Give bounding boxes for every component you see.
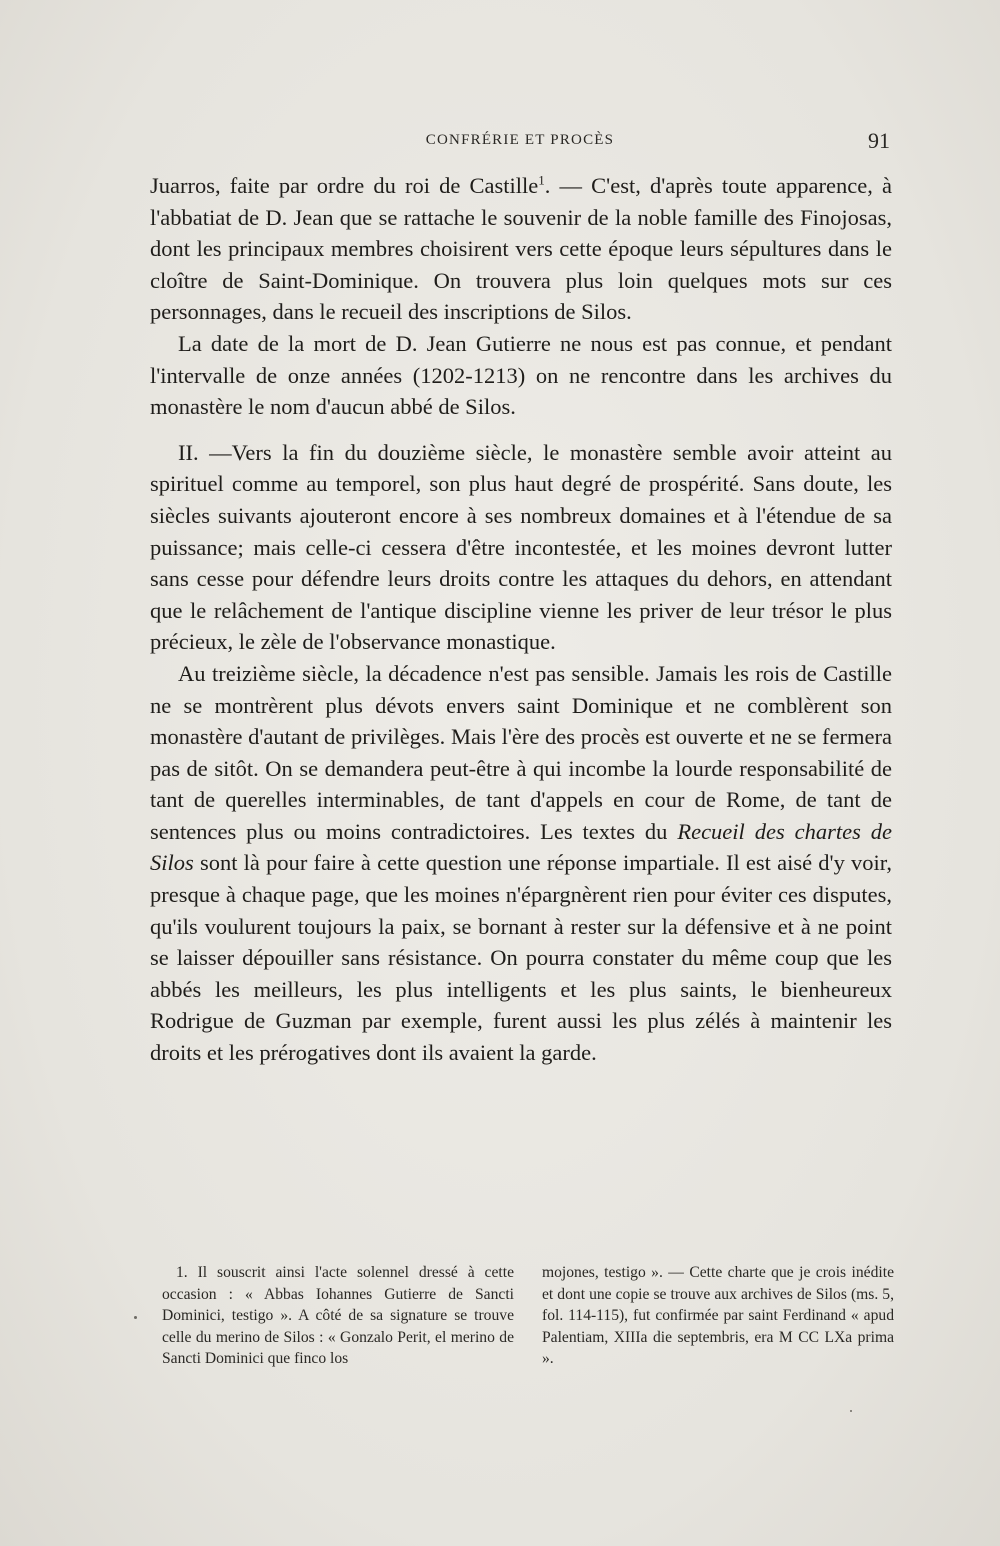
page-number: 91 — [868, 128, 890, 153]
paragraph-2: La date de la mort de D. Jean Gutierre ne nous est pas connue, et pendant l'intervalle de onze années (1202-1213) on ne rencontre dans les archives du monastère le nom d'aucun abbé de Silos. — [150, 330, 892, 420]
paragraph-4-start: Au treizième siècle, la décadence n'est pas sensible. Jamais les rois de Castille ne se montrèrent plus dévots envers saint Dominique et ne comblèrent son monastère d'autant de privilèges. Mais l'ère des procès est ouverte et ne se fermera pas de sitôt. On se demandera peut-être à qui incombe la lourde responsabilité de tant de querelles interminables, de tant d'appels en cour de Rome, de tant de sentences plus ou moins contradictoires. Les textes du — [150, 660, 892, 844]
book-title: Recueil des chartes de Silos — [150, 818, 893, 876]
body-text — [150, 170, 892, 1069]
footnote-reference: 1 — [538, 172, 545, 188]
page-header — [150, 128, 890, 158]
paragraph-1-start: Juarros, faite par ordre du roi de Castille — [150, 173, 539, 198]
scan-speck — [134, 1316, 137, 1319]
paragraph-1-rest: . — C'est, d'après toute apparence, à l'abbatiat de D. Jean que se rattache le souvenir de la noble famille des Finojosas, dont les principaux membres choisirent vers cette époque leurs sépultures dans le cloître de Saint-Dominique. On trouvera plus loin quelques mots sur ces personnages, dans le recueil des inscriptions de Silos. — [150, 173, 892, 325]
paragraph-3: II. —Vers la fin du douzième siècle, le monastère semble avoir atteint au spirituel comme au temporel, son plus haut degré de prospérité. Sans doute, les siècles suivants ajouteront encore à ses nombreux domaines et à l'étendue de sa puissance; mais celle-ci cessera d'être incontestée, et les moines devront lutter sans cesse pour défendre leurs droits contre les attaques du dehors, en attendant que le relâchement de l'antique discipline vienne les priver de leur trésor le plus précieux, le zèle de l'observance monastique. — [150, 439, 892, 655]
paragraph-4-rest: sont là pour faire à cette question une réponse impartiale. Il est aisé d'y voir, presque à chaque page, que les moines n'épargnèrent rien pour éviter ces disputes, qu'ils voulurent toujours la paix, se bornant à rester sur la défensive et à ne point se laisser dépouiller sans résistance. On pourra constater du même coup que les abbés les meilleurs, les plus intelligents et les plus saints, le bienheureux Rodrigue de Guzman par exemple, furent aussi les plus zélés à maintenir les droits et les prérogatives dont ils avaient la garde. — [150, 850, 892, 1066]
footnote-column-left: 1. Il souscrit ainsi l'acte solennel dressé à cette occasion : « Abbas Iohannes Gutierre de Sancti Dominici, testigo ». A côté de sa signature se trouve celle du merino de Silos : « Gonzalo Perit, el merino de Sancti Dominici que finco los — [162, 1264, 514, 1368]
paragraph-1 — [150, 170, 892, 328]
paragraph-4 — [150, 658, 892, 1069]
running-head: CONFRÉRIE ET PROCÈS — [425, 132, 615, 148]
scan-speck — [850, 1410, 852, 1412]
footnotes — [162, 1262, 894, 1370]
footnote-column-right: mojones, testigo ». — Cette charte que je crois inédite et dont une copie se trouve aux archives de Silos (ms. 5, fol. 114-115), fut confirmée par saint Ferdinand « apud Palentiam, XIIIa die septembris, era M CC LXa prima ». — [542, 1264, 894, 1368]
